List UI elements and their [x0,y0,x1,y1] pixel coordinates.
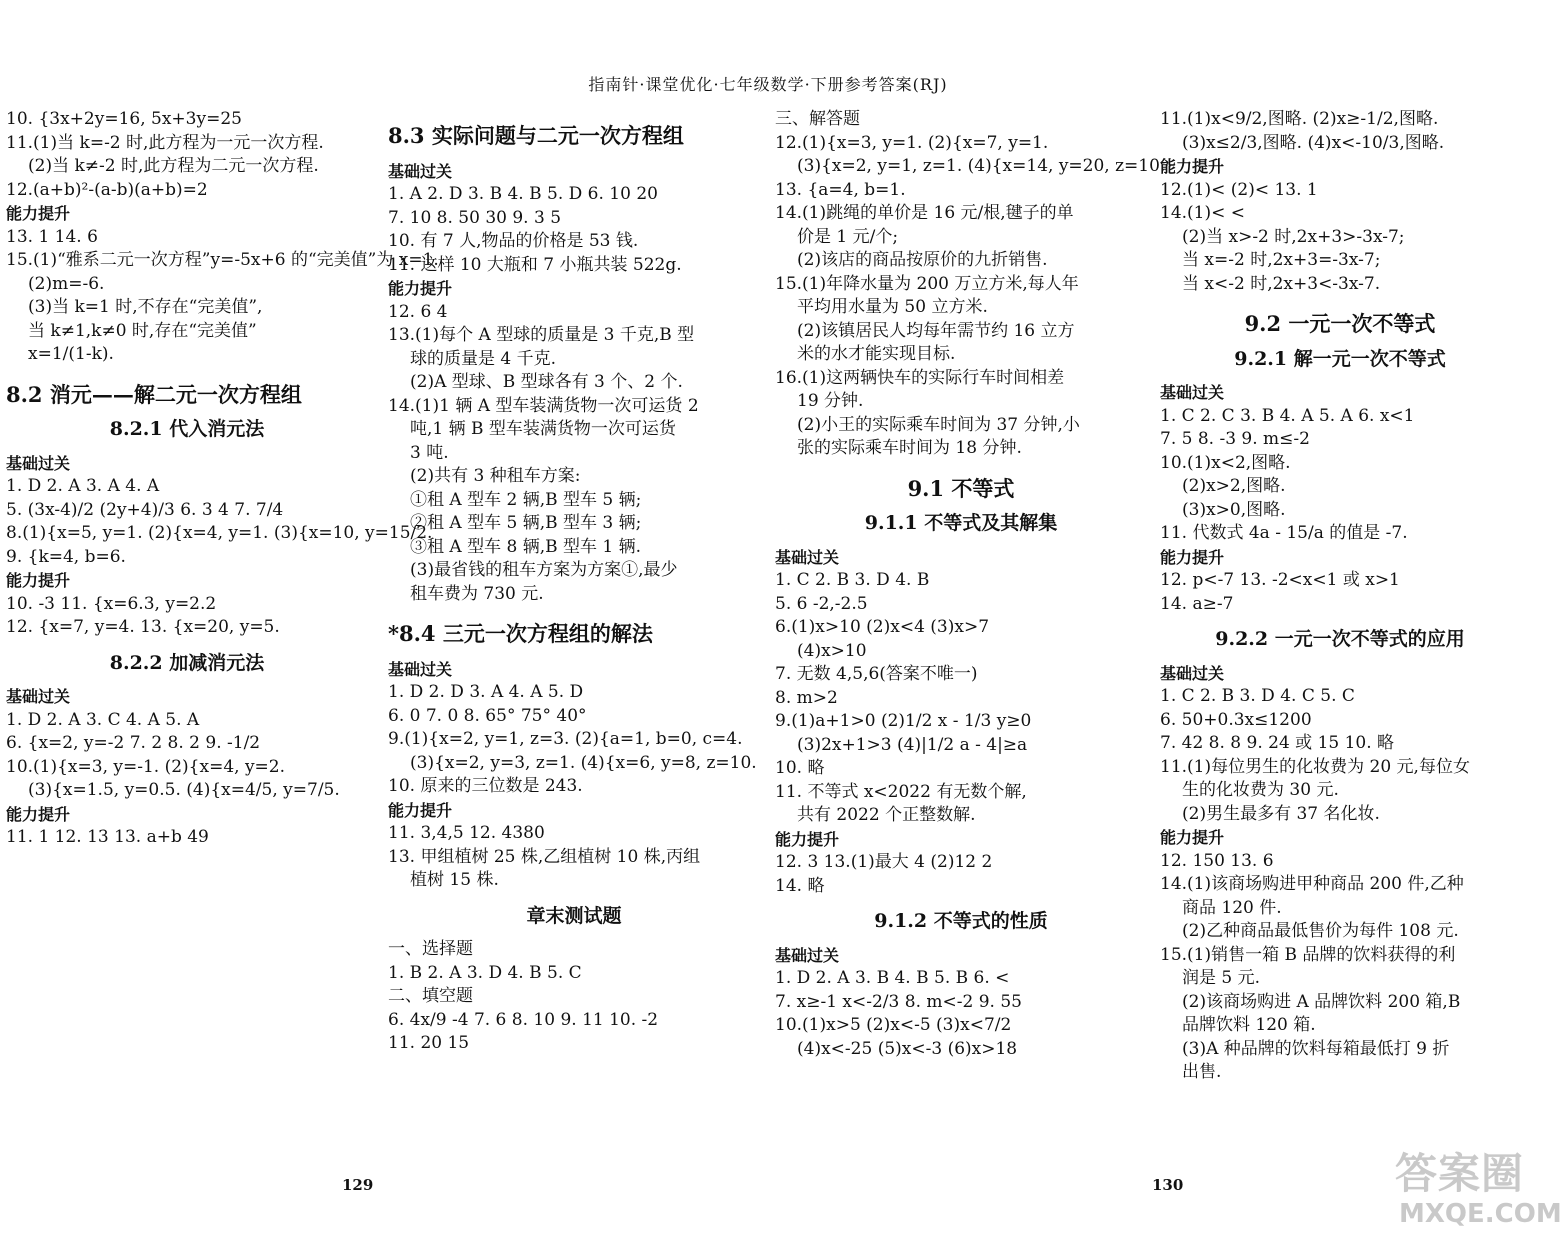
page-number-left: 129 [342,1176,374,1194]
answer-line: 7. 10 8. 50 30 9. 3 5 [388,207,562,228]
section-heading: 8.2 消元——解二元一次方程组 [6,381,302,407]
section-label: 基础过关 [775,547,840,567]
answer-line: 11.(1)每位男生的化妆费为 20 元,每位女 [1160,756,1470,777]
answer-line: 二、填空题 [388,986,473,1006]
answer-line: 一、选择题 [388,939,473,959]
answer-subline: 植树 15 株. [410,870,499,890]
answer-line: 10. -3 11. {x=6.3, y=2.2 [6,593,217,614]
section-heading: 8.3 实际问题与二元一次方程组 [388,123,684,148]
answer-subline: (3)2x+1>3 (4)|1/2 a - 4|≥a [797,734,1028,755]
subsection-heading: 9.2.1 解一元一次不等式 [1234,347,1446,370]
answer-line: 10. 原来的三位数是 243. [388,776,583,796]
answer-line: 1. C 2. C 3. B 4. A 5. A 6. x<1 [1160,405,1415,426]
answer-line: 5. (3x-4)/2 (2y+4)/3 6. 3 4 7. 7/4 [6,499,284,520]
watermark-url: MXQE.COM [1399,1199,1562,1229]
answer-subline: 商品 120 件. [1182,897,1282,918]
answer-line: 12. p<-7 13. -2<x<1 或 x>1 [1160,570,1400,590]
column-3 [775,108,1166,1061]
answer-line: 14.(1)< < [1160,203,1246,223]
answer-subline: 张的实际乘车时间为 18 分钟. [797,438,1022,458]
section-heading: 9.2 一元一次不等式 [1244,311,1436,336]
answer-line: 14.(1)1 辆 A 型车装满货物一次可运货 2 [388,395,699,416]
answer-line: 9.(1)a+1>0 (2)1/2 x - 1/3 y≥0 [775,711,1032,731]
answer-line: 12.(1){x=3, y=1. (2){x=7, y=1. [775,132,1049,153]
answer-subline: ③租 A 型车 8 辆,B 型车 1 辆. [410,536,642,557]
answer-line: 11. 3,4,5 12. 4380 [388,823,545,843]
answer-subline: (3){x=2, y=3, z=1. (4){x=6, y=8, z=10. [410,752,757,773]
answer-line: 6. {x=2, y=-2 7. 2 8. 2 9. -1/2 [6,733,261,753]
answer-line: 6.(1)x>10 (2)x<4 (3)x>7 [775,617,990,637]
section-label: 能力提升 [1160,547,1225,567]
answer-subline: (2)当 x>-2 时,2x+3>-3x-7; [1182,226,1405,247]
section-label: 基础过关 [1160,383,1225,402]
answer-subline: 出售. [1182,1062,1222,1082]
answer-line: 12.(a+b)²-(a-b)(a+b)=2 [6,179,208,200]
answer-line: 11. 20 15 [388,1033,470,1053]
answer-subline: 米的水才能实现目标. [797,344,956,364]
section-label: 能力提升 [388,800,453,820]
section-label: 基础过关 [388,659,453,679]
answer-line: 12.(1)< (2)< 13. 1 [1160,179,1318,200]
answer-subline: (2)小王的实际乘车时间为 37 分钟,小 [797,414,1080,435]
section-label: 能力提升 [1160,828,1225,847]
answer-subline: ①租 A 型车 2 辆,B 型车 5 辆; [410,489,642,510]
answer-subline: (2)男生最多有 37 名化妆. [1182,803,1380,824]
section-label: 能力提升 [6,571,71,590]
answer-subline: 球的质量是 4 千克. [410,348,557,369]
answer-line: 1. D 2. A 3. C 4. A 5. A [6,709,200,730]
answer-line: 7. x≥-1 x<-2/3 8. m<-2 9. 55 [775,991,1022,1012]
answer-subline: 3 吨. [410,442,449,463]
answer-subline: (4)x<-25 (5)x<-3 (6)x>18 [797,1038,1018,1059]
answer-line: 1. D 2. A 3. A 4. A [6,476,160,496]
section-label: 基础过关 [775,945,840,965]
answer-subline: 润是 5 元. [1182,968,1261,988]
answer-line: 1. D 2. A 3. B 4. B 5. B 6. < [775,968,1010,988]
watermark-logo [1395,1135,1562,1235]
answer-subline: x=1/(1-k). [28,344,114,364]
subsection-heading: 9.1.1 不等式及其解集 [864,512,1058,534]
answer-line: 11. 这样 10 大瓶和 7 小瓶共装 522g. [388,254,682,275]
answer-subline: (3)当 k=1 时,不存在“完美值”, [28,297,263,317]
answer-line: 10. 略 [775,758,825,778]
column-2 [388,108,760,1056]
answer-line: 15.(1)年降水量为 200 万立方米,每人年 [775,273,1079,294]
answer-line: 13. {a=4, b=1. [775,179,906,200]
answer-line: 5. 6 -2,-2.5 [775,593,868,614]
page-header: 指南针·课堂优化·七年级数学·下册参考答案(RJ) [588,75,948,94]
section-label: 基础过关 [6,687,71,706]
answer-line: 1. C 2. B 3. D 4. C 5. C [1160,686,1355,706]
answer-line: 10.(1)x<2,图略. [1160,452,1291,473]
answer-line: 11.(1)x<9/2,图略. (2)x≥-1/2,图略. [1160,109,1439,129]
answer-subline: (2)m=-6. [28,273,105,294]
subsection-heading: 9.2.2 一元一次不等式的应用 [1215,628,1465,650]
answer-line: 14. 略 [775,875,825,896]
section-label: 能力提升 [388,279,453,298]
answer-line: 10. 有 7 人,物品的价格是 53 钱. [388,231,639,251]
answer-line: 1. B 2. A 3. D 4. B 5. C [388,962,582,983]
answer-line: 7. 5 8. -3 9. m≤-2 [1160,429,1310,449]
answer-line: 10.(1){x=3, y=-1. (2){x=4, y=2. [6,756,286,777]
answer-subline: 价是 1 元/个; [797,226,899,247]
answer-subline: 品牌饮料 120 箱. [1182,1015,1316,1035]
section-heading: *8.4 三元一次方程组的解法 [388,621,653,646]
answer-subline: (3)最省钱的租车方案为方案①,最少 [410,560,678,580]
answer-line: 12. 150 13. 6 [1160,850,1274,871]
answer-line: 14.(1)跳绳的单价是 16 元/根,毽子的单 [775,203,1074,223]
answer-line: 6. 0 7. 0 8. 65° 75° 40° [388,705,587,726]
answer-line: 10. {3x+2y=16, 5x+3y=25 [6,109,242,129]
answer-subline: (2)x>2,图略. [1182,476,1286,496]
answer-line: 15.(1)“雅系二元一次方程”y=-5x+6 的“完美值”为 x=1. [6,250,439,270]
answer-subline: (3)A 种品牌的饮料每箱最低打 9 折 [1182,1038,1450,1059]
section-label: 基础过关 [388,161,453,181]
answer-line: 6. 50+0.3x≤1200 [1160,709,1312,730]
answer-line: 三、解答题 [775,109,860,129]
answer-line: 14.(1)该商场购进甲种商品 200 件,乙种 [1160,874,1464,894]
answer-line: 15.(1)销售一箱 B 品牌的饮料获得的利 [1160,944,1456,965]
answer-line: 10.(1)x>5 (2)x<-5 (3)x<7/2 [775,1015,1012,1035]
answer-line: 11. 代数式 4a - 15/a 的值是 -7. [1160,523,1408,543]
answer-line: 7. 42 8. 8 9. 24 或 15 10. 略 [1160,733,1395,753]
answer-subline: (3)x≤2/3,图略. (4)x<-10/3,图略. [1182,132,1445,153]
answer-subline: 共有 2022 个正整数解. [797,805,976,825]
answer-line: 6. 4x/9 -4 7. 6 8. 10 9. 11 10. -2 [388,1009,659,1030]
section-label: 能力提升 [775,829,840,849]
answer-line: 16.(1)这两辆快车的实际行车时间相差 [775,367,1065,388]
answer-line: 12. 3 13.(1)最大 4 (2)12 2 [775,852,993,872]
answer-line: 14. a≥-7 [1160,593,1234,614]
section-label: 能力提升 [6,204,71,223]
answer-subline: 吨,1 辆 B 型车装满货物一次可运货 [410,419,676,439]
answer-line: 8.(1){x=5, y=1. (2){x=4, y=1. (3){x=10, y=15/2. [6,523,433,543]
answer-subline: (2)A 型球、B 型球各有 3 个、2 个. [410,372,683,392]
answer-line: 8. m>2 [775,687,838,708]
answer-subline: 当 x<-2 时,2x+3<-3x-7. [1182,273,1381,294]
answer-subline: 租车费为 730 元. [410,583,544,604]
column-4 [1160,108,1520,1085]
section-label: 能力提升 [6,804,71,824]
page-number-right: 130 [1152,1176,1184,1194]
watermark-text: 答案圈 [1395,1149,1525,1198]
answer-subline: (3)x>0,图略. [1182,499,1286,520]
subsection-heading: 8.2.1 代入消元法 [109,418,265,440]
answer-subline: 19 分钟. [797,391,864,411]
answer-subline: 当 k≠1,k≠0 时,存在“完美值” [28,320,257,341]
answer-line: 11. 不等式 x<2022 有无数个解, [775,781,1027,802]
section-label: 基础过关 [1160,663,1225,683]
answer-line: 1. C 2. B 3. D 4. B [775,570,930,590]
answer-line: 9.(1){x=2, y=1, z=3. (2){a=1, b=0, c=4. [388,729,743,749]
answer-line: 12. {x=7, y=4. 13. {x=20, y=5. [6,617,280,637]
answer-line: 13.(1)每个 A 型球的质量是 3 千克,B 型 [388,325,695,345]
answer-subline: (2)乙种商品最低售价为每件 108 元. [1182,921,1459,941]
answer-subline: (2)当 k≠-2 时,此方程为二元一次方程. [28,156,319,176]
answer-subline: (3){x=1.5, y=0.5. (4){x=4/5, y=7/5. [28,780,340,800]
answer-line: 9. {k=4, b=6. [6,546,126,567]
section-label: 基础过关 [6,453,71,473]
subsection-heading: 9.1.2 不等式的性质 [874,910,1048,932]
answer-subline: (2)共有 3 种租车方案: [410,466,581,486]
answer-subline: 平均用水量为 50 立方米. [797,297,988,317]
answer-subline: (4)x>10 [797,640,867,661]
answer-line: 12. 6 4 [388,301,448,322]
answer-line: 13. 甲组植树 25 株,乙组植树 10 株,丙组 [388,846,701,867]
answer-line: 1. A 2. D 3. B 4. B 5. D 6. 10 20 [388,184,658,204]
subsection-heading: 章末测试题 [526,904,622,927]
answer-subline: ②租 A 型车 5 辆,B 型车 3 辆; [410,513,642,533]
answer-subline: 当 x=-2 时,2x+3=-3x-7; [1182,250,1381,270]
answer-line: 7. 无数 4,5,6(答案不唯一) [775,664,978,684]
section-heading: 9.1 不等式 [907,475,1015,501]
answer-subline: 生的化妆费为 30 元. [1182,780,1339,800]
section-label: 能力提升 [1160,157,1225,176]
answer-subline: (2)该商场购进 A 品牌饮料 200 箱,B [1182,991,1461,1012]
subsection-heading: 8.2.2 加减消元法 [109,651,265,674]
answer-subline: (2)该店的商品按原价的九折销售. [797,250,1048,270]
answer-subline: (3){x=2, y=1, z=1. (4){x=14, y=20, z=10. [797,156,1166,176]
answer-line: 1. D 2. D 3. A 4. A 5. D [388,682,584,702]
answer-line: 13. 1 14. 6 [6,226,98,247]
answer-line: 11.(1)当 k=-2 时,此方程为一元一次方程. [6,132,324,153]
answer-subline: (2)该镇居民人均每年需节约 16 立方 [797,320,1075,341]
answer-line: 11. 1 12. 13 13. a+b 49 [6,827,209,847]
